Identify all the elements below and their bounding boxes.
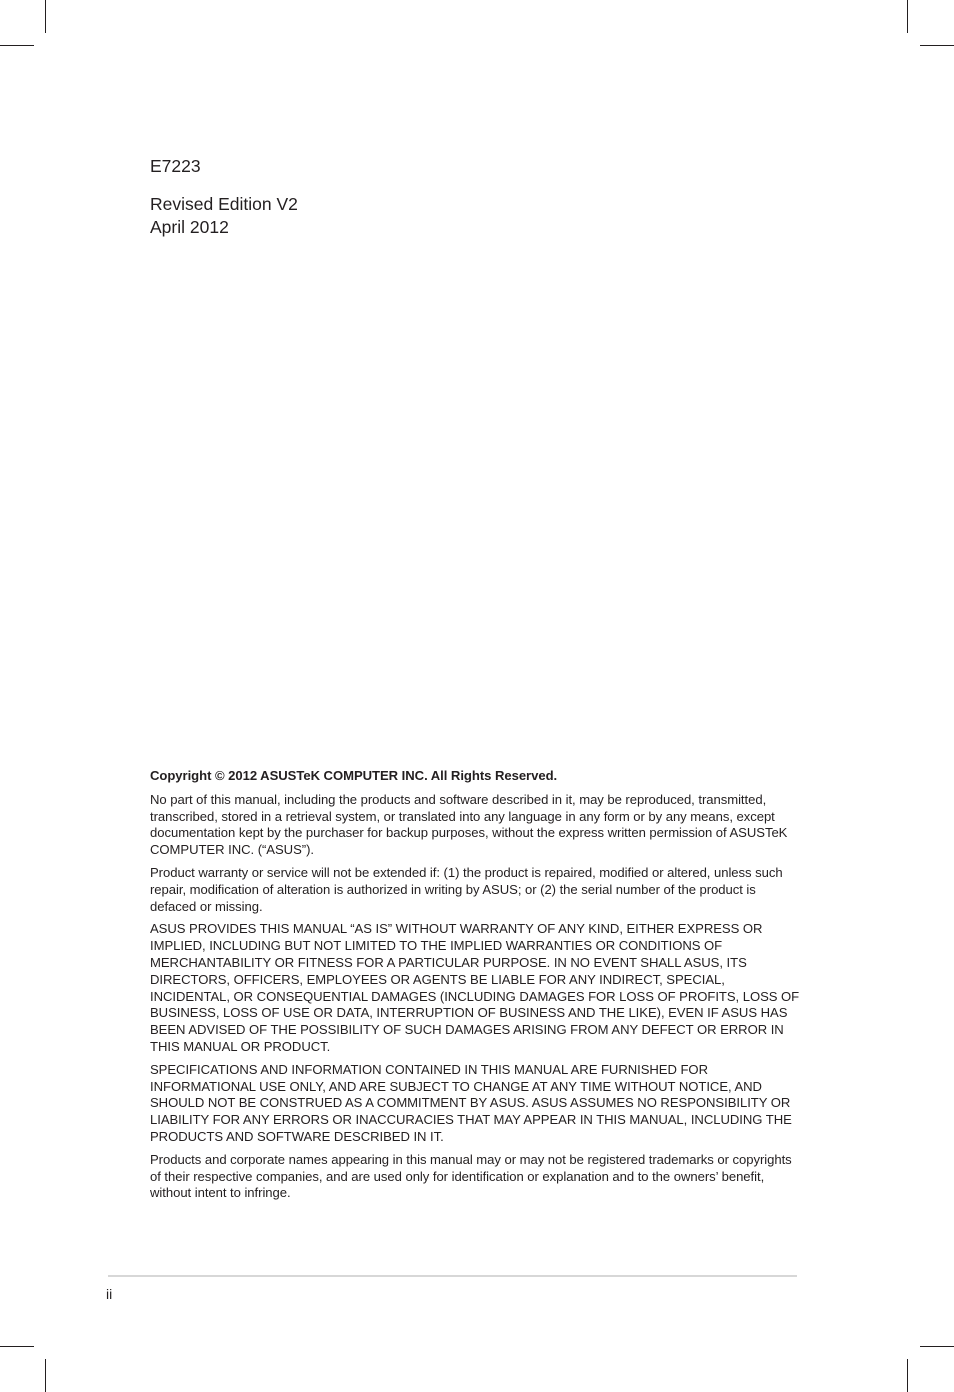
- crop-mark: [0, 1346, 34, 1347]
- disclaimer-paragraph: ASUS PROVIDES THIS MANUAL “AS IS” WITHOUT WARRANTY OF ANY KIND, EITHER EXPRESS OR IMPLIED, INCLUDING BUT NOT LIMITED TO THE IMPLIED WARRANTIES OR CONDITIONS OF MERCHANTABILITY OR FITNESS FOR A PARTICULAR PURPOSE. IN NO EVENT SHALL ASUS, ITS DIRECTORS, OFFICERS, EMPLOYEES OR AGENTS BE LIABLE FOR ANY INDIRECT, SPECIAL, INCIDENTAL, OR CONSEQUENTIAL DAMAGES (INCLUDING DAMAGES FOR LOSS OF PROFITS, LOSS OF BUSINESS, LOSS OF USE OR DATA, INTERRUPTION OF BUSINESS AND THE LIKE), EVEN IF ASUS HAS BEEN ADVISED OF THE POSSIBILITY OF SUCH DAMAGES ARISING FROM ANY DEFECT OR ERROR IN THIS MANUAL OR PRODUCT.: [150, 921, 800, 1054]
- edition-label: Revised Edition V2: [150, 194, 298, 214]
- warranty-paragraph: Product warranty or service will not be extended if: (1) the product is repaired, modified or altered, unless such repair, modification of alteration is authorized in writing by ASUS; or (2) the serial number of the product is defaced or missing.: [150, 864, 783, 914]
- crop-mark: [920, 1346, 954, 1347]
- copyright-paragraph: No part of this manual, including the products and software described in it, may be reproduced, transmitted, transcribed, stored in a retrieval system, or translated into any language in any form or by any means, except documentation kept by the purchaser for backup purposes, without the express written permission of ASUSTeK COMPUTER INC. (“ASUS”).: [150, 791, 788, 858]
- trademarks-paragraph: Products and corporate names appearing in this manual may or may not be registered trademarks or copyrights of their respective companies, and are used only for identification or explanation and to the owners’ benefit, without intent to infringe.: [150, 1151, 792, 1201]
- crop-mark: [907, 1359, 908, 1392]
- edition-block: [150, 193, 298, 239]
- crop-mark: [0, 45, 34, 46]
- crop-mark: [907, 0, 908, 33]
- specifications-paragraph: SPECIFICATIONS AND INFORMATION CONTAINED IN THIS MANUAL ARE FURNISHED FOR INFORMATIONAL USE ONLY, AND ARE SUBJECT TO CHANGE AT ANY TIME WITHOUT NOTICE, AND SHOULD NOT BE CONSTRUED AS A COMMITMENT BY ASUS. ASUS ASSUMES NO RESPONSIBILITY OR LIABILITY FOR ANY ERRORS OR INACCURACIES THAT MAY APPEAR IN THIS MANUAL, INCLUDING THE PRODUCTS AND SOFTWARE DESCRIBED IN IT.: [150, 1061, 792, 1144]
- document-code: E7223: [150, 156, 201, 176]
- crop-mark: [45, 0, 46, 33]
- crop-mark: [45, 1359, 46, 1392]
- crop-mark: [920, 45, 954, 46]
- footer-divider: [108, 1275, 797, 1277]
- edition-date: April 2012: [150, 217, 229, 237]
- page-number: ii: [106, 1286, 113, 1302]
- copyright-notice: [150, 768, 802, 1208]
- copyright-title: Copyright © 2012 ASUSTeK COMPUTER INC. All Rights Reserved.: [150, 768, 558, 783]
